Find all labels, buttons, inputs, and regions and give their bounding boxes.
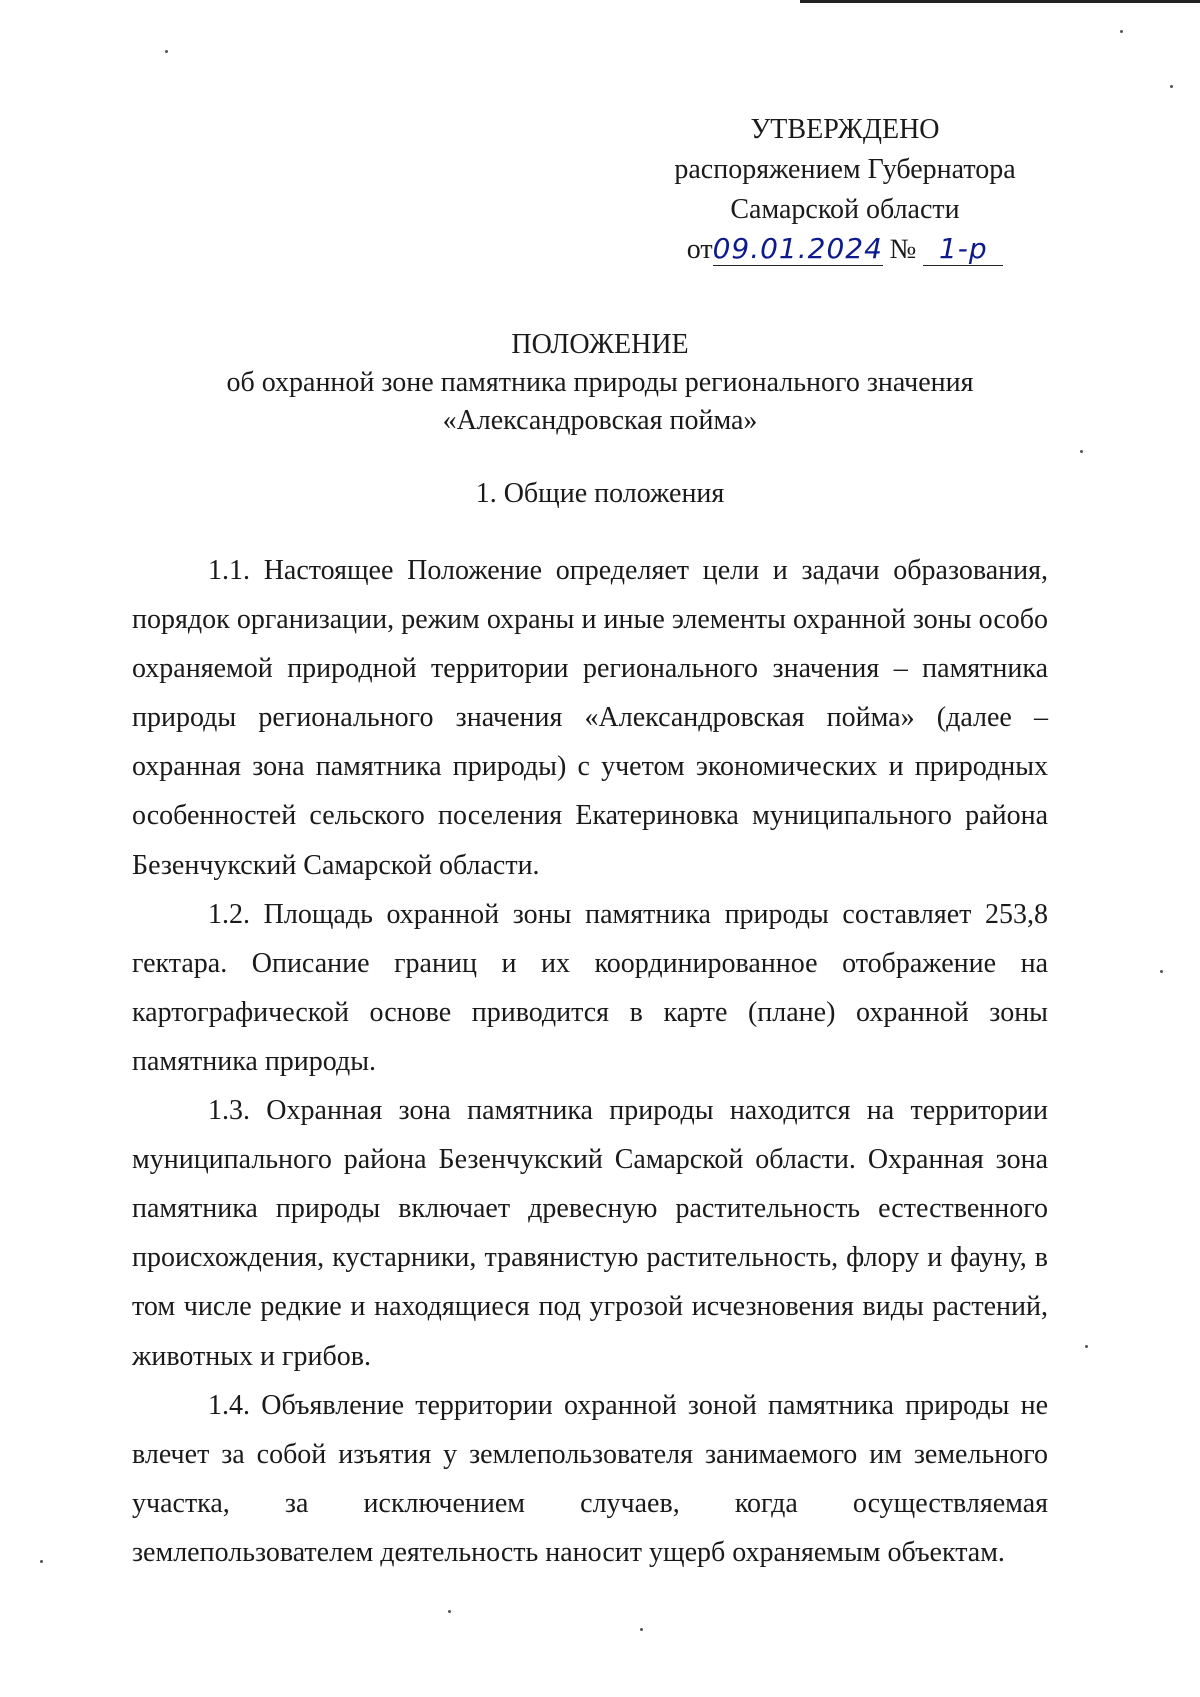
paragraph-1-2: 1.2. Площадь охранной зоны памятника природы составляет 253,8 гектара. Описание границ и их координированное отображение на картографической основе приводится в карте (плане) охранной зоны памятника природы. bbox=[132, 898, 1048, 1077]
scan-speck bbox=[165, 50, 168, 53]
date-prefix: от bbox=[686, 234, 713, 265]
scan-speck bbox=[640, 1628, 643, 1631]
approval-date-line bbox=[640, 230, 1050, 270]
handwritten-date: 09.01.2024 bbox=[712, 232, 883, 265]
scan-speck bbox=[1085, 1345, 1088, 1348]
document-title-block bbox=[0, 326, 1200, 440]
handwritten-number: 1-р bbox=[938, 232, 988, 265]
paragraph-1-1: 1.1. Настоящее Положение определяет цели и задачи образования, порядок организации, режим охраны и иные элементы охранной зоны особо охраняемой природной территории регионального значения – памятника природы регионального значения «Александровская пойма» (далее – охранная зона памятника природы) с учетом экономических и природных особенностей сельского поселения Екатериновка муниципального района Безенчукский Самарской области. bbox=[132, 555, 1048, 881]
scan-speck bbox=[1170, 85, 1173, 88]
paragraph-1-4: 1.4. Объявление территории охранной зоной памятника природы не влечет за собой изъятия у землепользователя занимаемого им земельного участка, за исключением случаев, когда осуществляемая землепользователем деятельность наносит ущерб охраняемым объектам. bbox=[132, 1389, 1048, 1568]
document-subtitle-line2: «Александровская пойма» bbox=[442, 405, 758, 436]
number-prefix: № bbox=[889, 234, 917, 265]
approval-region: Самарской области bbox=[730, 194, 960, 225]
document-subtitle-line1: об охранной зоне памятника природы регионального значения bbox=[226, 367, 974, 398]
document-title: ПОЛОЖЕНИЕ bbox=[511, 329, 689, 360]
scan-speck bbox=[448, 1610, 451, 1613]
paragraph-1-3: 1.3. Охранная зона памятника природы находится на территории муниципального района Безенчукский Самарской области. Охранная зона памятника природы включает древесную растительность естественного происхождения, кустарники, травянистую растительность, флору и фауну, в том числе редкие и находящиеся под угрозой исчезновения виды растений, животных и грибов. bbox=[132, 1095, 1048, 1372]
approval-block bbox=[640, 110, 1050, 270]
section-body bbox=[132, 546, 1048, 1577]
scan-speck bbox=[1080, 450, 1083, 453]
top-edge-rule bbox=[800, 0, 1200, 3]
approval-authority: распоряжением Губернатора bbox=[674, 154, 1016, 185]
scan-speck bbox=[1160, 970, 1163, 973]
scan-speck bbox=[1120, 30, 1123, 33]
section-heading: 1. Общие положения bbox=[475, 478, 725, 509]
scan-speck bbox=[40, 1560, 43, 1563]
approval-heading: УТВЕРЖДЕНО bbox=[750, 114, 940, 145]
